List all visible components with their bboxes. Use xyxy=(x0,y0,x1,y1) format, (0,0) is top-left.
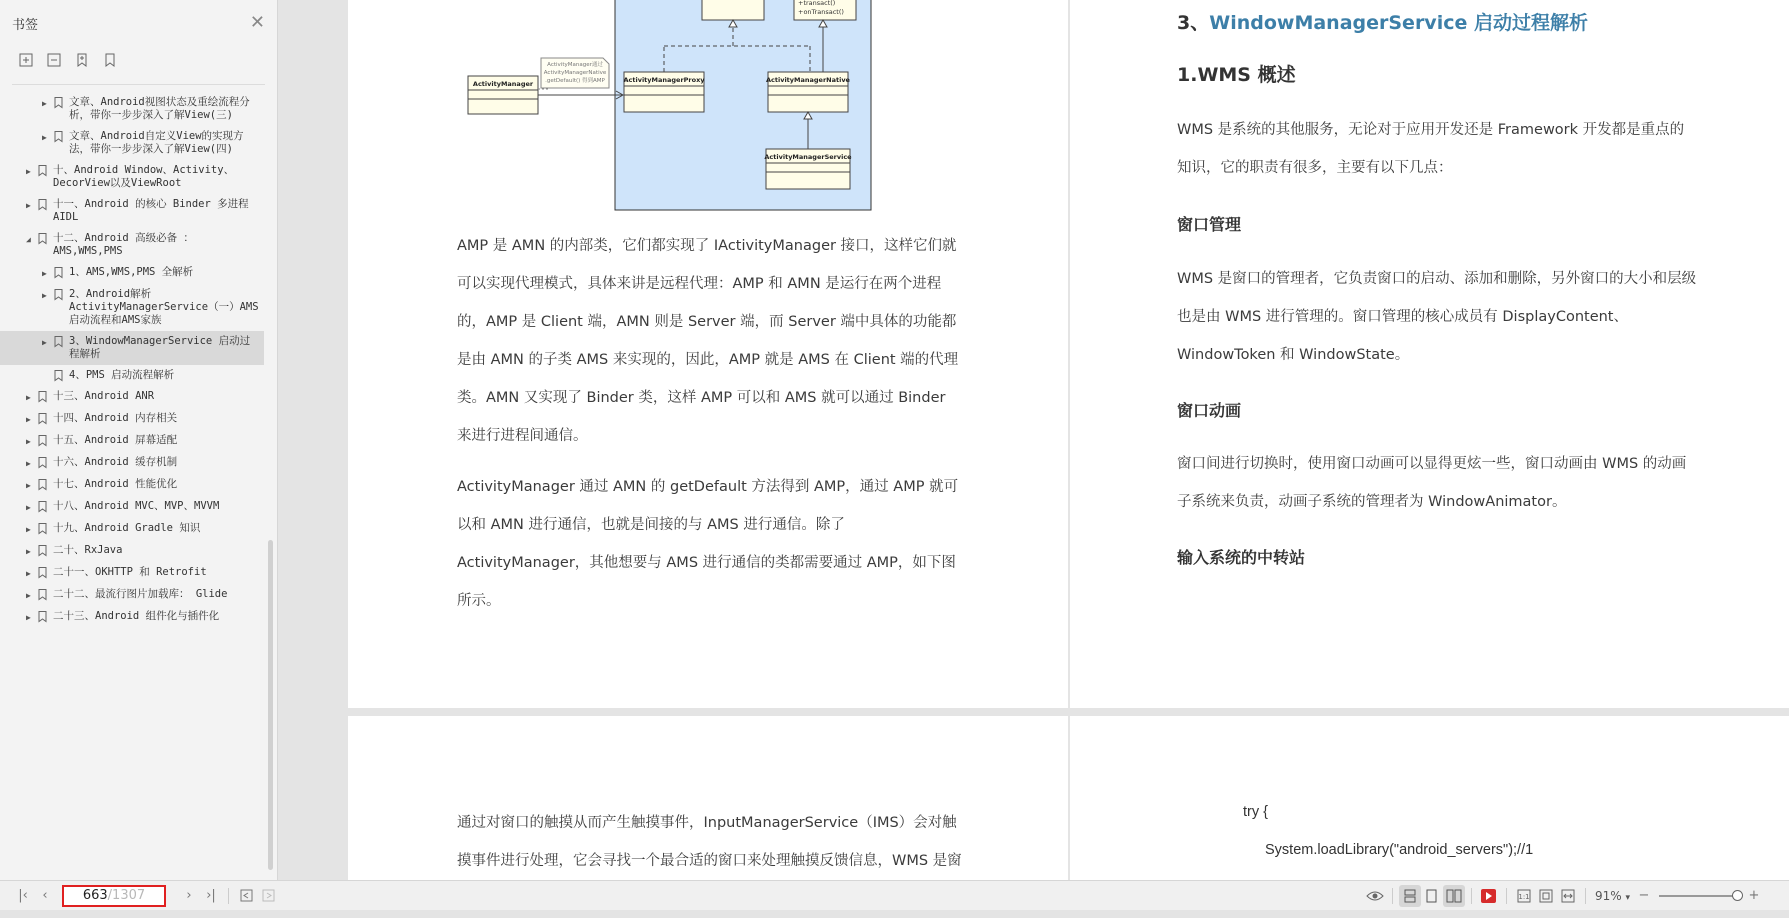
section-title xyxy=(1177,8,1588,35)
bookmark-label: 文章、Android视图状态及重绘流程分析，带你一步步深入了解View(三) xyxy=(69,96,250,121)
code-line: try { xyxy=(1243,804,1268,820)
method-label: +onTransact() xyxy=(798,8,844,16)
expand-arrow-icon[interactable]: ▶ xyxy=(42,133,47,142)
bookmark-label: 十二、Android 高级必备 ：AMS,WMS,PMS xyxy=(53,232,194,257)
bookmark-label: 十六、Android 缓存机制 xyxy=(53,456,178,468)
forward-icon[interactable] xyxy=(257,885,279,907)
subheading: 输入系统的中转站 xyxy=(1177,548,1306,567)
bookmark-list xyxy=(0,88,270,878)
fit-width-icon[interactable] xyxy=(1557,885,1579,907)
bookmark-label: 十三、Android ANR xyxy=(53,390,155,402)
bookmark-item[interactable] xyxy=(0,606,270,628)
expand-arrow-icon[interactable]: ▶ xyxy=(26,167,31,176)
class-name: ActivityManagerNative xyxy=(766,76,850,84)
bookmark-icon xyxy=(38,391,47,402)
note-line: ActivityManager通过 xyxy=(547,62,603,68)
document-page xyxy=(348,716,1068,880)
bookmark-label: 二十三、Android 组件化与插件化 xyxy=(53,610,220,622)
bookmark-icon xyxy=(38,165,47,176)
bookmark-label: 4、PMS 启动流程解析 xyxy=(69,369,175,381)
bookmark-item[interactable] xyxy=(0,518,270,540)
divider xyxy=(228,888,229,904)
divider xyxy=(12,84,265,85)
bookmark-icon xyxy=(38,413,47,424)
close-icon[interactable]: ✕ xyxy=(249,12,265,33)
expand-arrow-icon[interactable]: ▶ xyxy=(42,338,47,347)
chevron-down-icon: ▾ xyxy=(1625,892,1630,903)
bookmark-item[interactable] xyxy=(0,562,270,584)
zoom-in-icon[interactable]: + xyxy=(1748,888,1760,903)
bookmark-label: 文章、Android自定义View的实现方法，带你一步步深入了解View(四) xyxy=(69,130,244,155)
class-name: ActivityManagerProxy xyxy=(623,76,705,84)
paragraph: 窗口间进行切换时，使用窗口动画可以显得更炫一些，窗口动画由 WMS 的动画子系统来负责，动画子系统的管理者为 WindowAnimator。 xyxy=(1177,456,1687,510)
bookmark-label: 十八、Android MVC、MVP、MVVM xyxy=(53,500,220,512)
bookmark-label: 二十、RxJava xyxy=(53,544,123,556)
bookmark-label: 十九、Android Gradle 知识 xyxy=(53,522,201,534)
document-page xyxy=(1070,0,1789,708)
zoom-slider[interactable] xyxy=(1659,895,1739,897)
add-bookmark-icon[interactable] xyxy=(74,52,90,68)
code-line: System.loadLibrary("android_servers");//1 xyxy=(1265,842,1534,858)
bookmark-item[interactable] xyxy=(0,452,270,474)
bookmark-icon xyxy=(38,589,47,600)
expand-arrow-icon[interactable]: ▶ xyxy=(26,547,31,556)
bookmark-item[interactable] xyxy=(0,430,270,452)
expand-arrow-icon[interactable]: ▶ xyxy=(26,569,31,578)
fit-page-icon[interactable] xyxy=(1535,885,1557,907)
class-diagram xyxy=(472,0,896,215)
status-bar xyxy=(0,880,1789,910)
expand-arrow-icon[interactable]: ▶ xyxy=(26,459,31,468)
divider xyxy=(1471,888,1472,904)
bookmark-label: 2、Android解析ActivityManagerService（一）AMS启动流程和AMS家族 xyxy=(69,288,259,326)
divider xyxy=(1585,888,1586,904)
bookmark-icon xyxy=(38,523,47,534)
bookmark-icon xyxy=(38,545,47,556)
paragraph: WMS 是窗口的管理者，它负责窗口的启动、添加和删除，另外窗口的大小和层级也是由 WMS 进行管理的。窗口管理的核心成员有 DisplayContent、WindowToken 和 WindowState。 xyxy=(1177,271,1697,363)
class-name: ActivityManager xyxy=(472,80,534,88)
bookmark-item[interactable] xyxy=(0,584,270,606)
expand-arrow-icon[interactable]: ▶ xyxy=(42,291,47,300)
bookmark-item[interactable] xyxy=(0,126,270,160)
bookmark-label: 十、Android Window、Activity、DecorView以及ViewRoot xyxy=(53,164,235,189)
bookmark-icon xyxy=(54,289,63,300)
two-page-icon[interactable] xyxy=(1443,885,1465,907)
last-page-icon[interactable]: ›| xyxy=(206,888,216,903)
class-name: ActivityManagerService xyxy=(764,153,852,161)
bookmark-label: 3、WindowManagerService 启动过程解析 xyxy=(69,335,251,360)
paragraph: WMS 是系统的其他服务，无论对于应用开发还是 Framework 开发都是重点的知识，它的职责有很多，主要有以下几点： xyxy=(1177,122,1685,176)
bookmark-label: 二十二、最流行图片加载库： Glide xyxy=(53,588,228,600)
bookmark-panel-header xyxy=(0,0,277,46)
paragraph: ActivityManager 通过 AMN 的 getDefault 方法得到 AMP，通过 AMP 就可以和 AMN 进行通信，也就是间接的与 AMS 进行通信。除了 ActivityManager，其他想要与 AMS 进行通信的类都需要通过 AMP，如下图所示。 xyxy=(457,479,959,609)
paragraph: 通过对窗口的触摸从而产生触摸事件，InputManagerService（IMS）会对触摸事件进行处理，它会寻找一个最合适的窗口来处理触摸反馈信息，WMS 是窗 xyxy=(457,815,962,869)
actual-size-icon[interactable] xyxy=(1513,885,1535,907)
divider xyxy=(1506,888,1507,904)
zoom-out-icon[interactable]: − xyxy=(1638,888,1650,903)
paragraph: AMP 是 AMN 的内部类，它们都实现了 IActivityManager 接口，这样它们就可以实现代理模式，具体来讲是远程代理：AMP 和 AMN 是运行在两个进程的，AMP 是 Client 端，AMN 则是 Server 端，而 Server 端中具体的功能都是由 AMN 的子类 AMS 来实现的，因此，AMP 就是 AMS 在 Client 端的代理类。AMN 又实现了 Binder 类，这样 AMP 可以和 AMS 就可以通过 Binder 来进行进程间通信。 xyxy=(457,238,959,444)
current-page: 663 xyxy=(82,888,108,903)
document-page xyxy=(348,0,1068,708)
collapse-all-icon[interactable] xyxy=(46,52,62,68)
page-number-input[interactable] xyxy=(62,885,166,907)
expand-arrow-icon[interactable]: ▶ xyxy=(26,393,31,402)
bookmark-label: 1、AMS,WMS,PMS 全解析 xyxy=(69,266,194,278)
bookmark-icon xyxy=(54,267,63,278)
subheading: 窗口动画 xyxy=(1177,401,1242,420)
bookmark-icon xyxy=(54,370,63,381)
expand-arrow-icon[interactable]: ▶ xyxy=(26,613,31,622)
play-icon[interactable] xyxy=(1478,885,1500,907)
collapse-arrow-icon[interactable]: ◢ xyxy=(26,235,31,244)
bookmark-icon xyxy=(38,233,47,244)
bookmark-icon xyxy=(38,457,47,468)
bookmark-panel xyxy=(0,0,278,880)
expand-arrow-icon[interactable]: ▶ xyxy=(26,591,31,600)
bookmark-panel-title: 书签 xyxy=(12,17,39,33)
eye-protection-icon[interactable] xyxy=(1364,885,1386,907)
bookmark-item[interactable] xyxy=(0,386,270,408)
expand-arrow-icon[interactable]: ▶ xyxy=(26,201,31,210)
bookmark-label: 二十一、OKHTTP 和 Retrofit xyxy=(53,566,207,578)
bookmark-item[interactable] xyxy=(0,474,270,496)
continuous-view-icon[interactable] xyxy=(1399,885,1421,907)
bookmark-icon xyxy=(38,199,47,210)
previous-page-icon[interactable]: ‹ xyxy=(42,888,48,903)
expand-arrow-icon[interactable]: ▶ xyxy=(26,415,31,424)
bookmark-label: 十四、Android 内存相关 xyxy=(53,412,178,424)
bookmark-icon xyxy=(38,611,47,622)
bookmark-item[interactable] xyxy=(0,262,270,284)
bookmark-item[interactable] xyxy=(0,540,270,562)
document-page xyxy=(1070,716,1789,880)
expand-arrow-icon[interactable]: ▶ xyxy=(26,525,31,534)
subheading: 窗口管理 xyxy=(1177,215,1242,234)
total-pages: /1307 xyxy=(107,888,146,903)
bookmark-icon xyxy=(38,479,47,490)
zoom-slider-handle[interactable] xyxy=(1732,890,1743,901)
bookmark-icon xyxy=(38,567,47,578)
bookmark-item[interactable] xyxy=(0,160,270,194)
zoom-level[interactable] xyxy=(1595,889,1630,903)
bookmark-label: 十七、Android 性能优化 xyxy=(53,478,178,490)
bookmark-toolbar xyxy=(0,46,277,74)
bookmark-item[interactable] xyxy=(0,331,264,365)
bookmark-icon xyxy=(54,336,63,347)
single-page-icon[interactable] xyxy=(1421,885,1443,907)
next-page-icon[interactable]: › xyxy=(186,888,192,903)
bookmark-item[interactable] xyxy=(0,228,270,262)
method-label: +transact() xyxy=(798,0,836,7)
divider xyxy=(1392,888,1393,904)
bookmark-item[interactable] xyxy=(0,194,270,228)
bookmark-item[interactable] xyxy=(0,284,270,331)
expand-arrow-icon[interactable]: ▶ xyxy=(26,437,31,446)
bookmark-item[interactable] xyxy=(0,496,270,518)
expand-arrow-icon[interactable]: ▶ xyxy=(26,503,31,512)
svg-text:1:1: 1:1 xyxy=(1518,892,1530,901)
section-number: 3、 xyxy=(1177,12,1210,34)
note-line: .getDefault() 得到AMP xyxy=(545,78,605,84)
note-line: ActivityManagerNative xyxy=(543,70,607,76)
bookmark-item[interactable] xyxy=(0,408,270,430)
bookmark-icon xyxy=(54,131,63,142)
heading: 1.WMS 概述 xyxy=(1177,64,1296,86)
bookmark-icon xyxy=(38,501,47,512)
bookmark-label: 十一、Android 的核心 Binder 多进程 AIDL xyxy=(53,198,249,223)
back-icon[interactable] xyxy=(235,885,257,907)
first-page-icon[interactable]: |‹ xyxy=(18,888,28,903)
bookmark-item[interactable] xyxy=(0,365,270,386)
bookmark-label: 十五、Android 屏幕适配 xyxy=(53,434,178,446)
bookmark-icon xyxy=(38,435,47,446)
bookmark-icon xyxy=(54,97,63,108)
expand-all-icon[interactable] xyxy=(18,52,34,68)
bookmark-item[interactable] xyxy=(0,92,270,126)
expand-arrow-icon[interactable]: ▶ xyxy=(42,269,47,278)
expand-arrow-icon[interactable]: ▶ xyxy=(26,481,31,490)
bookmark-icon[interactable] xyxy=(102,52,118,68)
sidebar-scrollbar[interactable] xyxy=(268,540,273,870)
expand-arrow-icon[interactable]: ▶ xyxy=(42,99,47,108)
zoom-value: 91% xyxy=(1594,888,1622,903)
section-title-link[interactable]: WindowManagerService 启动过程解析 xyxy=(1209,12,1588,34)
